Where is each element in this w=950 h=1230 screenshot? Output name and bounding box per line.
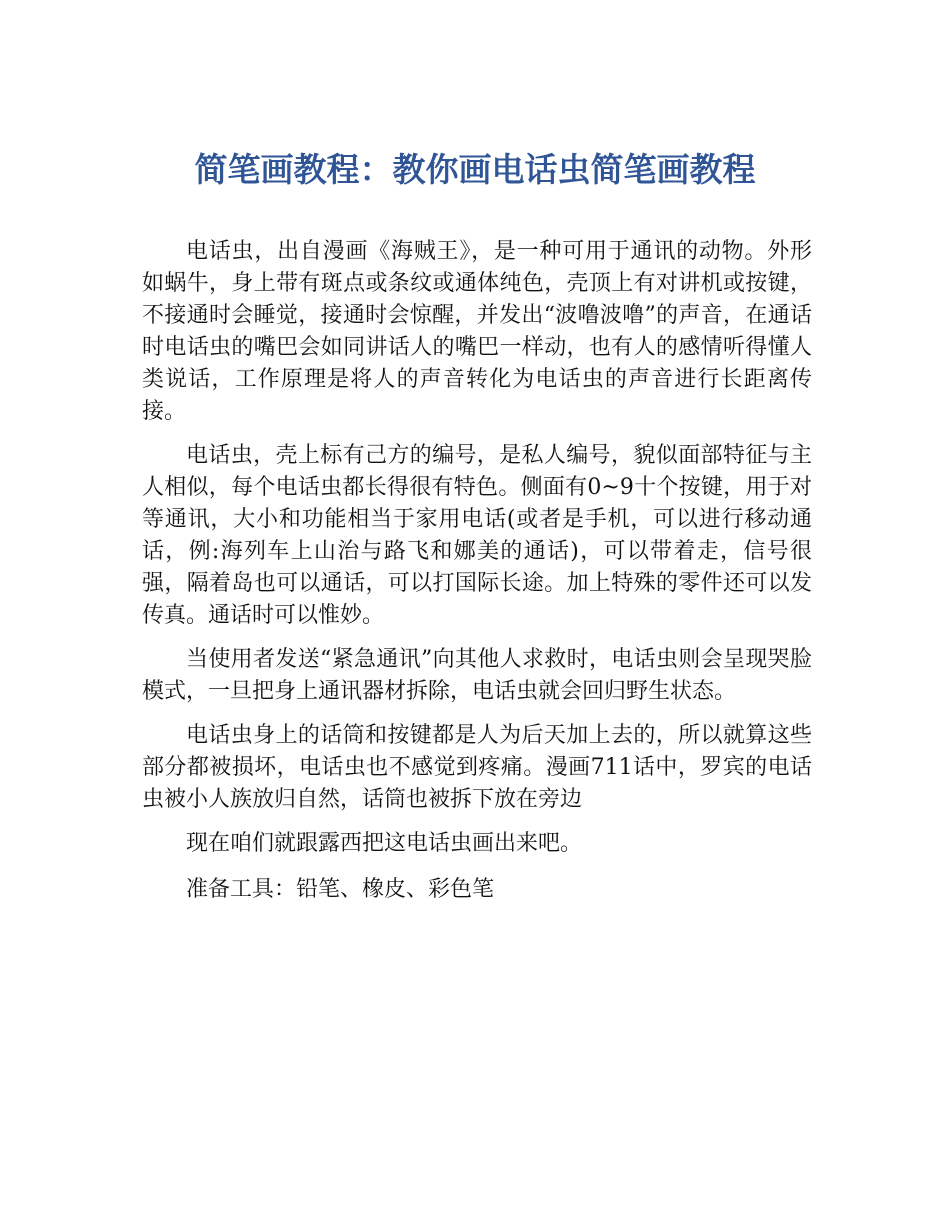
paragraph-lead-in: 现在咱们就跟露西把这电话虫画出来吧。 bbox=[186, 831, 583, 856]
paragraph-tools: 准备工具：铅笔、橡皮、彩色笔 bbox=[186, 877, 495, 902]
page-title: 简笔画教程：教你画电话虫简笔画教程 bbox=[194, 150, 756, 189]
paragraph-parts: 电话虫身上的话筒和按键都是人为后天加上去的，所以就算这些部分都被损坏，电话虫也不感觉到疼痛。漫画711话中，罗宾的电话虫被小人族放归自然，话筒也被拆下放在旁边 bbox=[142, 723, 812, 812]
paragraph-intro: 电话虫，出自漫画《海贼王》，是一种可用于通讯的动物。外形如蜗牛，身上带有斑点或条纹或通体纯色，壳顶上有对讲机或按键，不接通时会睡觉，接通时会惊醒，并发出“波噜波噜”的声音，在通话时电话虫的嘴巴会如同讲话人的嘴巴一样动，也有人的感情听得懂人类说话，工作原理是将人的声音转化为电话虫的声音进行长距离传接。 bbox=[142, 239, 812, 424]
paragraph-emergency: 当使用者发送“紧急通讯”向其他人求救时，电话虫则会呈现哭脸模式，一旦把身上通讯器材拆除，电话虫就会回归野生状态。 bbox=[142, 647, 812, 704]
paragraph-features: 电话虫，壳上标有己方的编号，是私人编号，貌似面部特征与主人相似，每个电话虫都长得很有特色。侧面有0~9十个按键，用于对等通讯，大小和功能相当于家用电话(或者是手机，可以进行移动通话，例:海列车上山治与路飞和娜美的通话)，可以带着走，信号很强，隔着岛也可以通话，可以打国际长途。加上特殊的零件还可以发传真。通话时可以惟妙。 bbox=[142, 443, 812, 628]
article-body bbox=[142, 236, 812, 920]
